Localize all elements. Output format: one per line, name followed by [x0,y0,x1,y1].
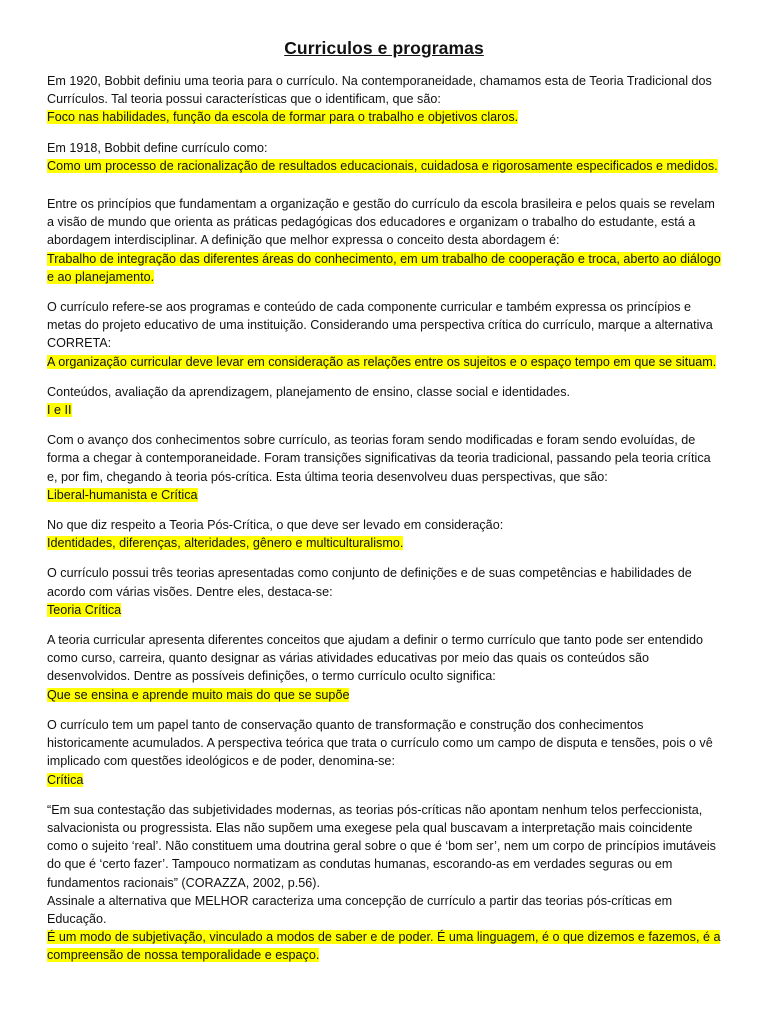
question-block-4 [47,298,721,371]
question-text: Conteúdos, avaliação da aprendizagem, planejamento de ensino, classe social e identidades. [47,384,570,399]
question-text: Assinale a alternativa que MELHOR caracteriza uma concepção de currículo a partir das teorias pós-críticas em Educação. [47,893,673,926]
answer-highlight: Teoria Crítica [47,602,122,617]
question-block-9 [47,631,721,704]
question-block-6 [47,431,721,504]
answer-highlight: Como um processo de racionalização de resultados educacionais, cuidadosa e rigorosamente especificados e medidos. [47,158,718,173]
answer-highlight: Trabalho de integração das diferentes áreas do conhecimento, em um trabalho de cooperação e troca, aberto ao diálogo e ao planejamento. [47,251,721,284]
question-text: A teoria curricular apresenta diferentes conceitos que ajudam a definir o termo currículo que tanto pode ser entendido como curso, carreira, quanto designar as várias atividades educativas por meio das quais os conteúdos são desenvolvidos. Dentre as possíveis definições, o termo currículo oculto significa: [47,633,703,684]
question-text: O currículo refere-se aos programas e conteúdo de cada componente curricular e também expressa os princípios e metas do projeto educativo de uma instituição. Considerando uma perspectiva crítica do currículo, marque a alternativa CORRETA: [47,300,713,351]
answer-highlight: Foco nas habilidades, função da escola de formar para o trabalho e objetivos claros. [47,110,519,125]
question-block-5 [47,383,721,419]
question-text: No que diz respeito a Teoria Pós-Crítica, o que deve ser levado em consideração: [47,518,504,533]
question-block-10 [47,716,721,789]
quote-text: “Em sua contestação das subjetividades modernas, as teorias pós-críticas não apontam nenhum telos perfeccionista, salvacionista ou progressista. Elas não supõem uma exegese pela qual buscavam a interpretação mais coincidente como o sujeito ‘real’. Não constituem uma doutrina geral sobre o que é ‘bom ser’, nem um corpo de princípios imutáveis do que é ‘certo fazer’. Tampouco normatizam as condutas humanas, escorando-as em verdades seguras ou em fundamentos racionais” (CORAZZA, 2002, p.56). [47,802,716,890]
page-title: Curriculos e programas [284,38,484,58]
question-text: O currículo possui três teorias apresentadas como conjunto de definições e de suas competências e habilidades de acordo com várias visões. Dentre eles, destaca-se: [47,566,692,599]
question-text: Com o avanço dos conhecimentos sobre currículo, as teorias foram sendo modificadas e foram sendo evoluídas, de forma a chegar à contemporaneidade. Foram transições significativas da teoria tradicional, passando pela teoria crítica e, por fim, chegando à teoria pós-crítica. Esta última teoria desenvolveu duas perspectivas, que são: [47,433,711,484]
answer-highlight: É um modo de subjetivação, vinculado a modos de saber e de poder. É uma linguagem, é o que dizemos e fazemos, é a compreensão de nossa temporalidade e espaço. [47,930,721,963]
question-block-1 [47,72,721,127]
question-block-7 [47,516,721,552]
question-block-2 [47,139,721,175]
question-block-3 [47,195,721,286]
question-text: Em 1918, Bobbit define currículo como: [47,140,268,155]
answer-highlight: Liberal-humanista e Crítica [47,487,198,502]
question-text: Em 1920, Bobbit definiu uma teoria para o currículo. Na contemporaneidade, chamamos esta de Teoria Tradicional dos Currículos. Tal teoria possui características que o identificam, que são: [47,74,712,107]
answer-highlight: I e II [47,403,72,418]
answer-highlight: A organização curricular deve levar em consideração as relações entre os sujeitos e o espaço tempo em que se situam. [47,354,717,369]
answer-highlight: Que se ensina e aprende muito mais do que se supõe [47,687,350,702]
question-text: O currículo tem um papel tanto de conservação quanto de transformação e construção dos conhecimentos historicamente acumulados. A perspectiva teórica que trata o currículo como um campo de disputa e tensões, pois o vê implicado com questões ideológicos e de poder, denomina-se: [47,717,713,769]
question-block-8 [47,564,721,619]
question-text: Entre os princípios que fundamentam a organização e gestão do currículo da escola brasileira e pelos quais se revelam a visão de mundo que orienta as práticas pedagógicas dos educadores e organizam o trabalho do estudante, está a abordagem interdisciplinar. A definição que melhor expressa o conceito desta abordagem é: [47,197,715,248]
question-block-11 [47,801,721,965]
answer-highlight: Identidades, diferenças, alteridades, gênero e multiculturalismo. [47,536,404,551]
answer-highlight: Crítica [47,772,84,787]
